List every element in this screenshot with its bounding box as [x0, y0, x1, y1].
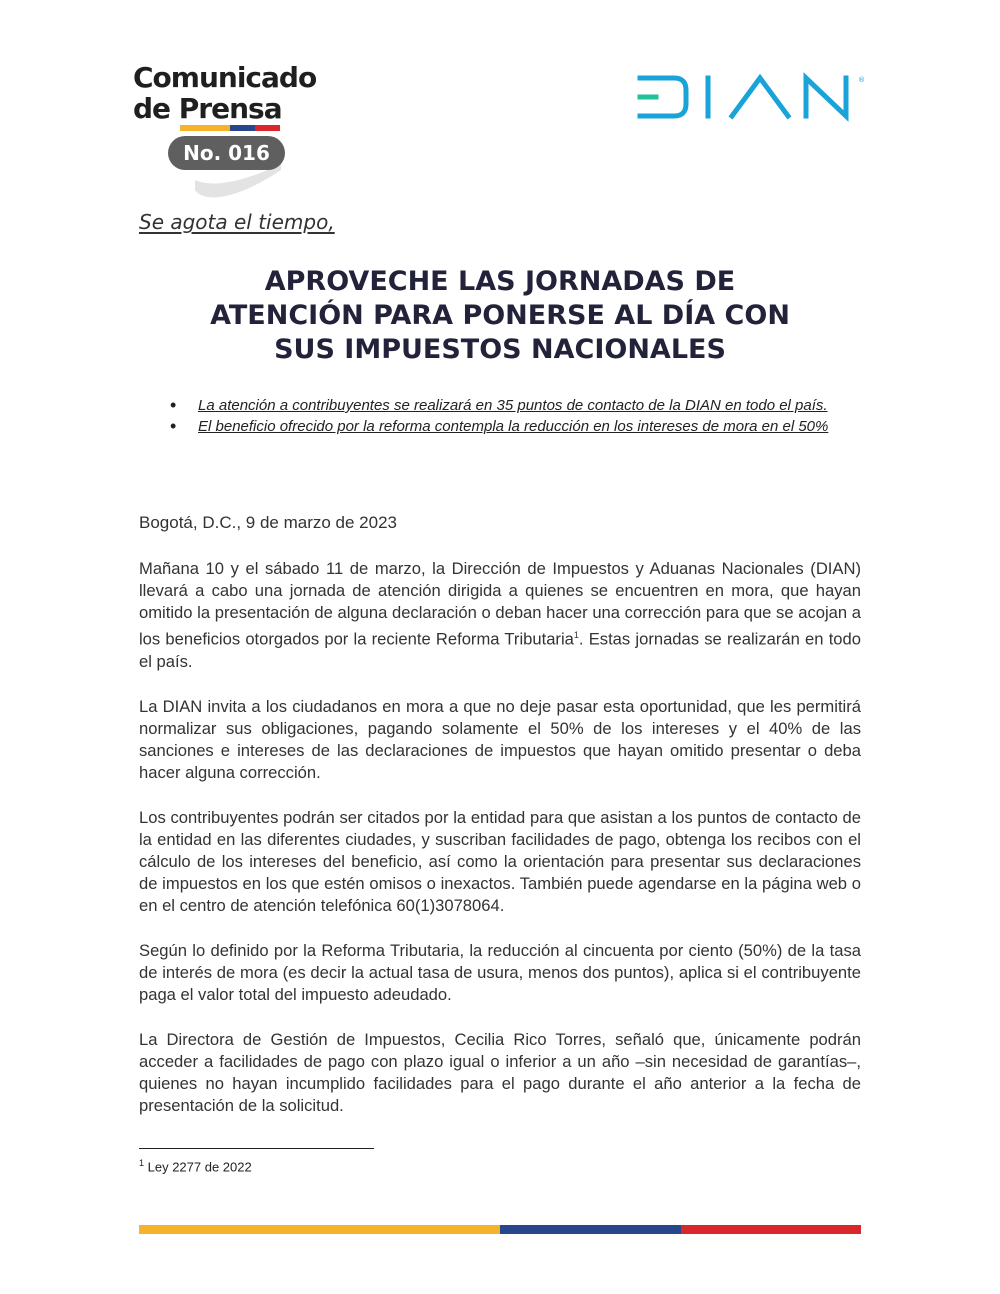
headline-line-3: SUS IMPUESTOS NACIONALES: [274, 334, 726, 365]
summary-bullets: [170, 396, 861, 438]
paragraph-4: Según lo definido por la Reforma Tributaria, la reducción al cincuenta por ciento (50%) de la tasa de interés de mora (es decir la actual tasa de usura, menos dos puntos), aplica si el contribuyente paga el valor total del impuesto adeudado.: [139, 940, 861, 1004]
dateline: Bogotá, D.C., 9 de marzo de 2023: [139, 513, 397, 532]
bullet-item: • La atención a contribuyentes se realizará en 35 puntos de contacto de la DIAN en todo el país.: [170, 396, 861, 415]
footer-yellow: [139, 1225, 500, 1234]
footnote-text: Ley 2277 de 2022: [144, 1159, 252, 1175]
footnote-divider: [139, 1148, 374, 1149]
dian-logo: [636, 72, 868, 122]
paragraph-5: La Directora de Gestión de Impuestos, Cecilia Rico Torres, señaló que, únicamente podrán acceder a facilidades de pago con plazo igual o inferior a un año –sin necesidad de garantías–, quienes no hayan incumplido facilidades para el pago durante el año anterior a la fecha de presentación de la solicitud.: [139, 1029, 861, 1115]
paragraph-3: Los contribuyentes podrán ser citados por la entidad para que asistan a los puntos de contacto de la entidad en las diferentes ciudades, y suscriban facilidades de pago, obtenga los recibos con el cálculo de los intereses del beneficio, así como la orientación para presentar sus declaraciones de impuestos en los que estén omisos o inexactos. También puede agendarse en la página web o en el centro de atención telefónica 60(1)3078064.: [139, 807, 861, 915]
brand-line-1: Comunicado: [133, 61, 317, 94]
footnote-ref: 1: [573, 630, 579, 640]
press-release-brand: [133, 61, 317, 125]
footnote-number: 1: [139, 1158, 145, 1168]
headline-line-1: APROVECHE LAS JORNADAS DE: [264, 266, 736, 297]
footer-blue: [500, 1225, 681, 1234]
footer-red: [681, 1225, 862, 1234]
paragraph-1-text: Mañana 10 y el sábado 11 de marzo, la Dirección de Impuestos y Aduanas Nacionales (DIAN) llevará a cabo una jornada de atención dirigida a quienes se encuentren en mora, que hayan omitido la presentación de alguna declaración o deban hacer una corrección para que se acojan a los beneficios otorgados por la reciente Reforma Tributaria: [139, 559, 861, 649]
flag-yellow: [180, 125, 230, 131]
brand-line-2: de Prensa: [133, 92, 282, 125]
headline: [139, 265, 861, 367]
paragraph-2: La DIAN invita a los ciudadanos en mora a que no deje pasar esta oportunidad, que les permitirá normalizar sus obligaciones, pagando solamente el 50% de los intereses y el 40% de las sanciones e intereses de las declaraciones de impuestos que hayan omitido presentar o deba hacer alguna corrección.: [139, 696, 861, 782]
kicker-text: Se agota el tiempo,: [139, 210, 335, 234]
paragraph-1-tail: . Estas jornadas se realizarán en todo el país.: [139, 629, 861, 671]
release-number-badge: No. 016: [168, 136, 285, 170]
footer-flag-stripe: [139, 1225, 861, 1234]
article-body: [139, 558, 861, 1140]
flag-blue: [230, 125, 255, 131]
bullet-item: • El beneficio ofrecido por la reforma contempla la reducción en los intereses de mora en el 50%: [170, 417, 861, 436]
paragraph-1: [139, 558, 861, 673]
headline-line-2: ATENCIÓN PARA PONERSE AL DÍA CON: [210, 300, 790, 331]
flag-red: [255, 125, 280, 131]
flag-stripe: [180, 125, 280, 131]
footnote: [139, 1158, 252, 1174]
svg-text:®: ®: [858, 76, 865, 84]
